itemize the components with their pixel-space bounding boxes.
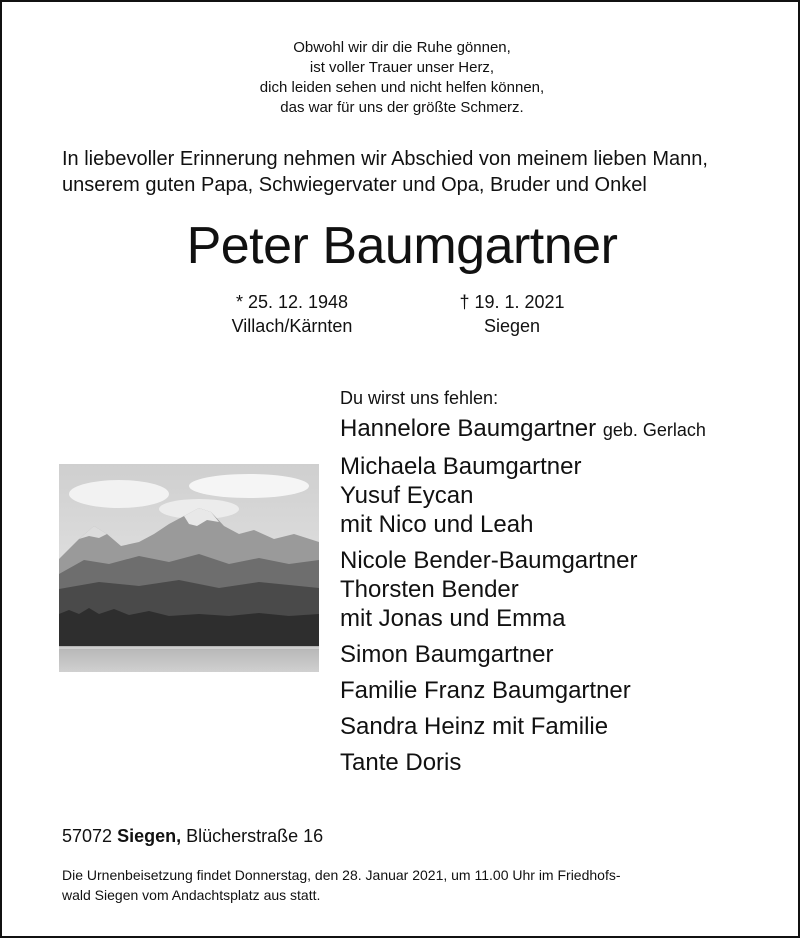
intro-line: unserem guten Papa, Schwiegervater und Opa, Bruder und Onkel: [62, 174, 647, 196]
mourner-line: Tante Doris: [340, 749, 462, 776]
mourner-line: Simon Baumgartner: [340, 641, 554, 668]
poem-line: dich leiden sehen und nicht helfen können,: [259, 79, 545, 96]
address-city: Siegen,: [117, 826, 182, 846]
mourners-list: [340, 386, 780, 784]
intro-line: In liebevoller Erinnerung nehmen wir Abschied von meinem lieben Mann,: [62, 148, 708, 170]
mourner-entry: [340, 712, 780, 741]
mourner-name: Hannelore Baumgartner: [340, 415, 597, 442]
poem-line: das war für uns der größte Schmerz.: [280, 99, 524, 116]
intro-text: [62, 146, 762, 198]
death-place: Siegen: [483, 316, 541, 336]
mourner-line: [340, 414, 780, 445]
address-zip: 57072: [62, 826, 113, 846]
poem-line: Obwohl wir dir die Ruhe gönnen,: [293, 39, 511, 56]
address-street: Blücherstraße 16: [186, 826, 324, 846]
maiden-name: geb. Gerlach: [602, 420, 706, 440]
mourner-line: Michaela Baumgartner: [340, 453, 582, 480]
birth-info: [182, 290, 402, 338]
mourner-entry: [340, 640, 780, 669]
death-date: † 19. 1. 2021: [459, 292, 565, 312]
mountain-lake-photo: [59, 464, 319, 672]
mourner-line: Sandra Heinz mit Familie: [340, 713, 609, 740]
birth-date: * 25. 12. 1948: [235, 292, 349, 312]
death-info: [402, 290, 622, 338]
burial-note-line: Die Urnenbeisetzung findet Donnerstag, den 28. Januar 2021, um 11.00 Uhr im Friedhofs-: [62, 867, 621, 883]
mourner-entry: [340, 546, 780, 633]
poem-line: ist voller Trauer unser Herz,: [309, 59, 495, 76]
mourner-line: Yusuf Eycan: [340, 482, 474, 509]
mourner-line: mit Jonas und Emma: [340, 605, 566, 632]
deceased-name: Peter Baumgartner: [186, 217, 618, 275]
poem: [2, 38, 800, 118]
mourner-entry: [340, 676, 780, 705]
mourner-line: mit Nico und Leah: [340, 511, 534, 538]
mourner-line: Nicole Bender-Baumgartner: [340, 547, 638, 574]
mourners-lead: Du wirst uns fehlen:: [340, 388, 499, 408]
address: [62, 824, 323, 848]
mourner-entry: [340, 414, 780, 445]
mourner-entry: [340, 748, 780, 777]
mourner-line: Familie Franz Baumgartner: [340, 677, 631, 704]
mourner-entry: [340, 452, 780, 539]
birth-place: Villach/Kärnten: [231, 316, 353, 336]
burial-note-line: wald Siegen vom Andachtsplatz aus statt.: [62, 887, 321, 903]
burial-note: [62, 865, 752, 905]
mourner-line: Thorsten Bender: [340, 576, 519, 603]
